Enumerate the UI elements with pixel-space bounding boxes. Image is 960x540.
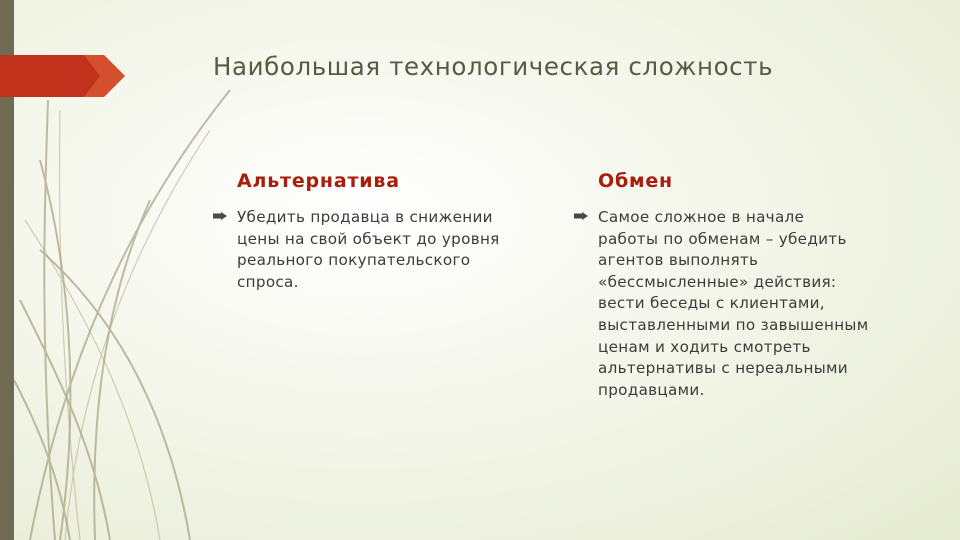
column-heading: Обмен xyxy=(598,170,673,192)
title-accent-tab xyxy=(0,55,125,97)
slide-title: Наибольшая технологическая сложность xyxy=(213,52,774,81)
column-heading: Альтернатива xyxy=(237,170,400,192)
column-exchange xyxy=(574,170,914,401)
pen-arrow-icon xyxy=(213,210,227,222)
bullet-text: Убедить продавца в снижении цены на свой объект до уровня реального покупательского спроса. xyxy=(237,208,500,291)
bullet-item xyxy=(213,207,553,293)
bullet-item xyxy=(574,207,914,401)
bullet-text: Самое сложное в начале работы по обменам – убедить агентов выполнять «бессмысленные» действия: вести беседы с клиентами, выставленными по завышенным ценам и ходить смотреть альтернативы с нереальными продавцами. xyxy=(598,208,869,399)
pen-arrow-icon xyxy=(574,210,588,222)
column-alternative xyxy=(213,170,553,293)
